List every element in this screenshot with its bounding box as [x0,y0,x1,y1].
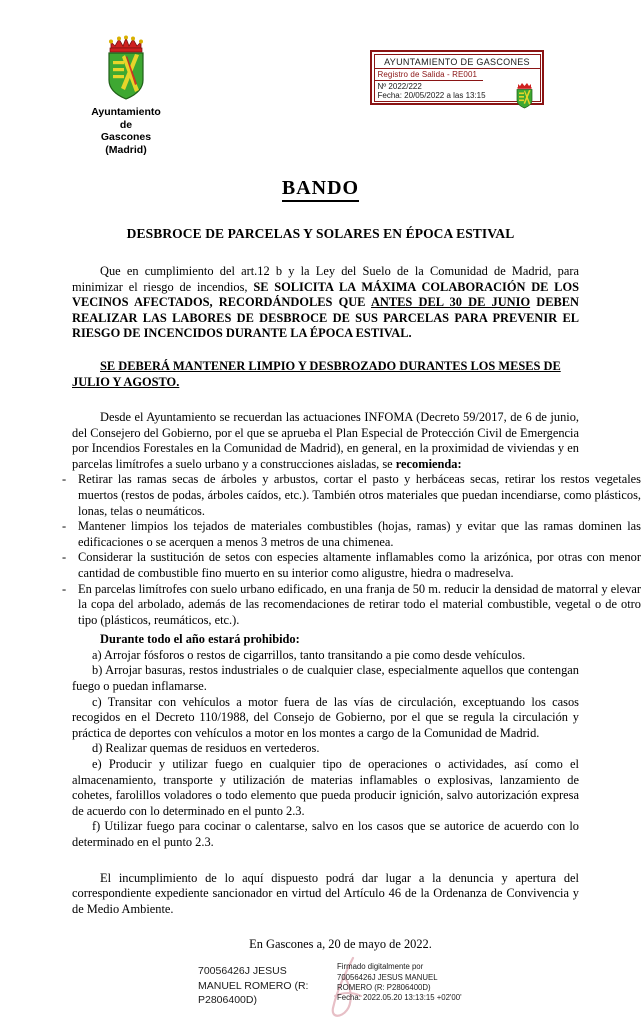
prohibition-item-f: f) Utilizar fuego para cocinar o calentarse, salvo en los casos que se autorice de acuerdo con lo determinado en el punto 2.3. [72,819,579,849]
signature-detail-line-4: Fecha: 2022.05.20 13:13:15 +02'00' [337,992,462,1002]
registry-stamp [370,50,544,105]
document-header [0,0,641,175]
intro-text-plain: Que en cumplimiento del art.12 b y la Ley del Suelo de la Comunidad de Madrid, para minimizar el riesgo de incendios, [72,264,579,294]
page-title-text: BANDO [282,177,359,202]
list-item: - Retirar las ramas secas de árboles y arbustos, cortar el pasto y herbáceas secas, retirar los restos vegetales muertos (restos de podas, árboles caídos, etc.). También otros materiales que puedan incendiarse, como plásticos, lonas, telas o neumáticos. [62,472,641,519]
stamp-fecha: Fecha: 20/05/2022 a las 13:15 [377,91,486,100]
stamp-body [375,69,540,101]
prohibition-item-a: a) Arrojar fósforos o restos de cigarrillos, tanto transitando a pie como desde vehículos. [92,647,526,662]
signer-name-line-2: MANUEL ROMERO (R: [198,979,309,992]
page-title [0,175,641,200]
signer-name [198,964,338,1008]
intro-text-bold-1: SE SOLICITA LA MÁXIMA COLABORACIÓN DE LOS VECINOS AFECTADOS, RECORDÁNDOLES QUE [72,279,579,310]
stamp-registro-label: Registro de Salida - RE001 [375,69,483,81]
intro-deadline-underlined: ANTES DEL 30 DE JUNIO [370,295,531,310]
signer-name-line-3: P2806400D) [198,994,257,1007]
prohibition-item-e: e) Producir y utilizar fuego en cualquier tipo de operaciones o actividades, así como el almacenamiento, transporte y utilización de materias inflamables o explosivas, lanzamiento de cohetes, farolillos voladores o todo elemento que pueda producir ignición, salvo autorización expresa de acuerdo con lo determinado en el punto 2.3. [72,757,579,818]
registry-stamp-inner [374,54,541,102]
signature-detail-line-2: 70056426J JESUS MANUEL [337,972,438,982]
signature-detail-line-1: Firmado digitalmente por [337,962,424,972]
recommendations-list [0,472,641,628]
digital-signature-details [337,962,537,1003]
logo-caption-line-2: de [119,118,133,131]
list-item: - Considerar la sustitución de setos con especies altamente inflamables como la arizónica, por otras con menor cantidad de combustible fino muerto en su interior como aligustre, hiedra o madreselva. [62,550,641,581]
place-and-date: En Gascones a, 20 de mayo de 2022. [249,937,432,952]
signature-zone [72,962,579,1024]
page-subtitle: DESBROCE DE PARCELAS Y SOLARES EN ÉPOCA ESTIVAL [126,226,515,241]
stamp-title: AYUNTAMIENTO DE GASCONES [375,55,540,69]
prohibitions-heading: Durante todo el año estará prohibido: [100,632,300,647]
logo-caption [78,106,174,156]
signer-name-line-1: 70056426J JESUS [198,965,287,978]
list-item: - Mantener limpios los tejados de materiales combustibles (hojas, ramas) y evitar que las ramas dominen las edificaciones o se acerquen a menos 3 metros de una chimenea. [62,519,641,550]
stamp-coat-of-arms-icon [514,81,535,109]
coat-of-arms-icon [101,34,151,102]
municipality-logo-block [78,34,174,156]
infoma-recommend-word: recomienda: [395,456,462,471]
signature-detail-line-3: ROMERO (R: P2806400D) [337,982,431,992]
list-item: - En parcelas limítrofes con suelo urbano edificado, en una franja de 50 m. reducir la densidad de matorral y elevar la copa del arbolado, además de las recomendaciones de retirar todo el material combustible, vegetal o de otro tipo (plásticos, reumáticos, etc.). [62,582,641,629]
paragraph-closing: El incumplimiento de lo aquí dispuesto podrá dar lugar a la denuncia y apertura del correspondiente expediente sancionador en virtud del Artículo 46 de la Ordenanza de Convivencia y de Medio Ambiente. [72,870,579,916]
stamp-numero: Nº 2022/222 [377,81,422,91]
paragraph-highlight [72,358,579,390]
logo-caption-line-3: Gascones [100,131,152,143]
document-body [0,264,641,472]
infoma-text: Desde el Ayuntamiento se recuerdan las actuaciones INFOMA (Decreto 59/2017, de 6 de junio, del Consejero del Gobierno, por el que se aprueba el Plan Especial de Protección Civil de Emergencia por Incendios Forestales en la Comunidad de Madrid), en general, en la proximidad de viviendas y en parcelas limítrofes a suelo urbano y a construcciones aisladas, se [72,409,579,471]
paragraph-intro [72,264,579,342]
highlight-text: SE DEBERÁ MANTENER LIMPIO Y DESBROZADO DURANTES LOS MESES DE JULIO Y AGOSTO. [72,358,561,389]
prohibition-item-c: c) Transitar con vehículos a motor fuera de las vías de circulación, exceptuando los casos recogidos en el Decreto 110/1988, del Consejo de Gobierno, por el que se regula la circulación y práctica de deportes con vehículos a motor en los montes a cargo de la Comunidad de Madrid. [72,694,579,740]
logo-caption-line-1: Ayuntamiento [91,106,161,118]
prohibitions-section [0,632,641,1024]
intro-text-bold-2: DEBEN REALIZAR LAS LABORES DE DESBROCE DE SUS PARCELAS PARA PREVENIR EL RIESGO DE INCENCIDOS DURANTE LA ÉPOCA ESTIVAL. [72,295,579,341]
logo-caption-line-4: (Madrid) [105,143,147,156]
paragraph-infoma [72,410,579,472]
prohibition-item-d: d) Realizar quemas de residuos en vertederos. [92,741,320,756]
prohibition-item-b: b) Arrojar basuras, restos industriales o de cualquier clase, especialmente aquellos que contengan fuego o puedan inflamarse. [72,663,579,694]
